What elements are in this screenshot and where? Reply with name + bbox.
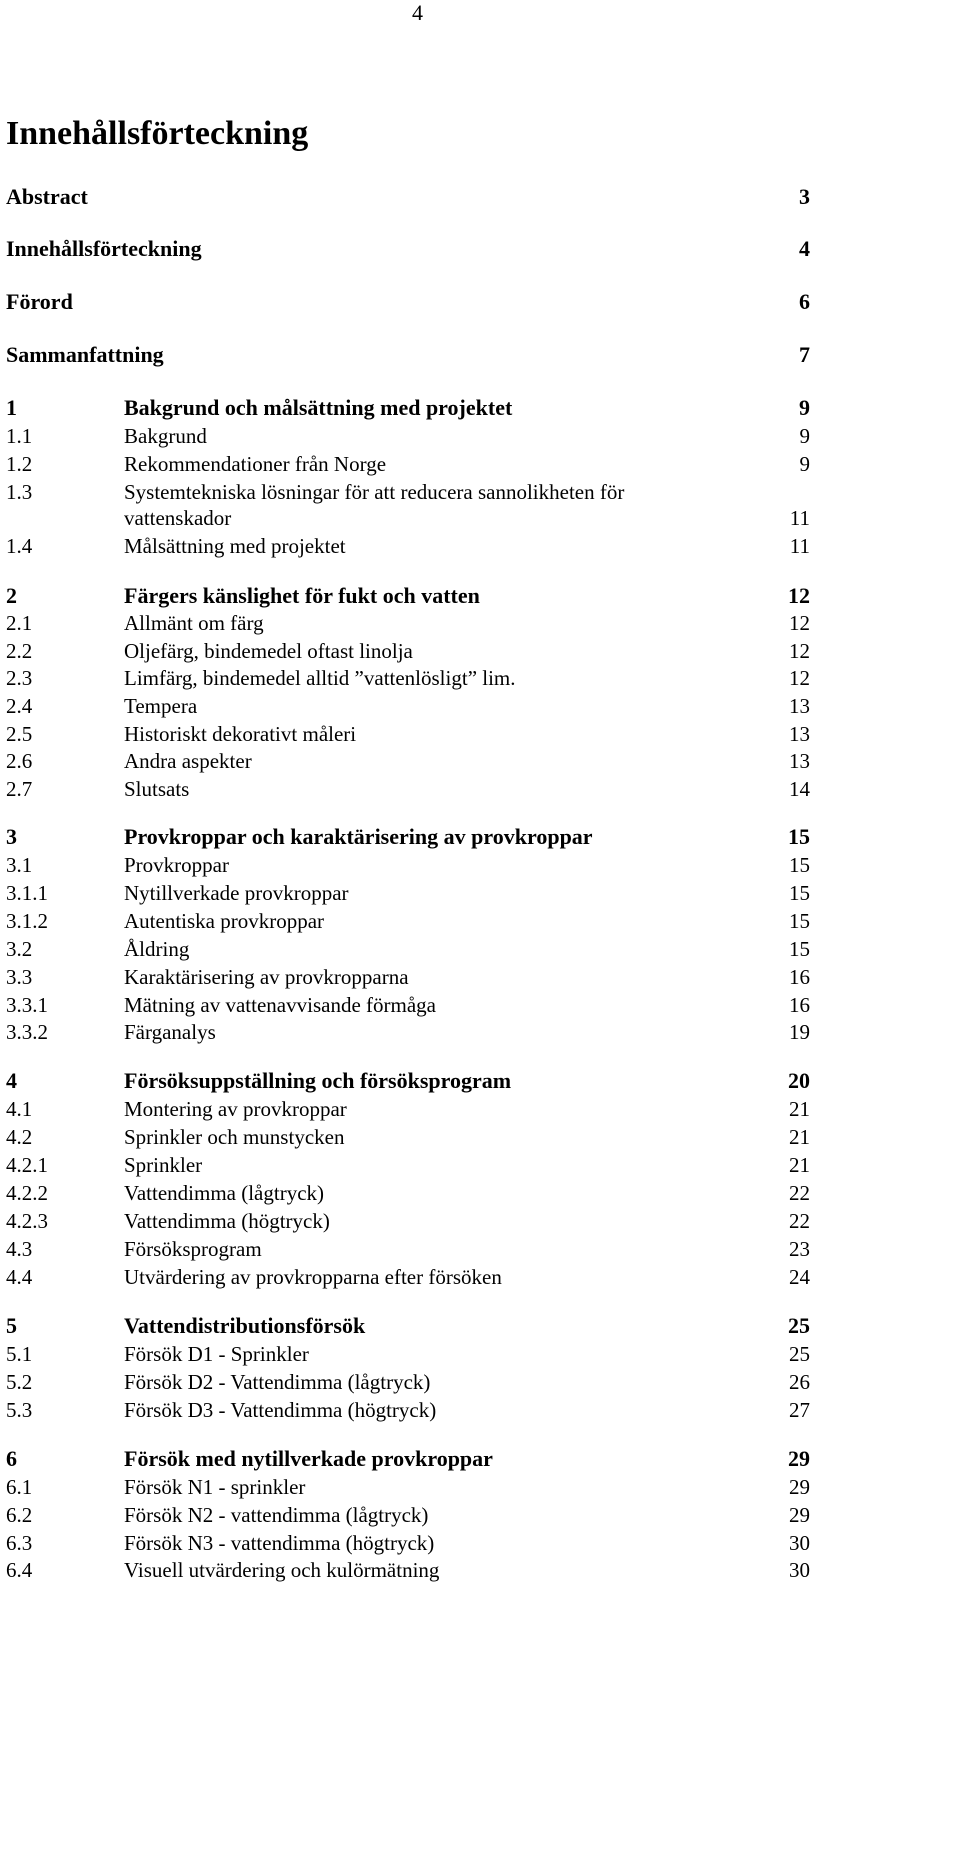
toc-entry-page: 23 <box>789 1237 810 1261</box>
toc-entry-page: 16 <box>789 993 810 1017</box>
toc-entry-text: Utvärdering av provkropparna efter försöken <box>124 1265 502 1289</box>
toc-entry-text: Mätning av vattenavvisande förmåga <box>124 993 436 1017</box>
toc-entry-number: 2.4 <box>6 694 33 718</box>
toc-entry-page: 21 <box>789 1153 810 1177</box>
toc-entry-number: 4 <box>6 1068 17 1093</box>
toc-entry-number: 3.3.1 <box>6 993 48 1017</box>
toc-entry-number: 4.2.3 <box>6 1209 48 1233</box>
toc-entry <box>0 1445 960 1473</box>
toc-entry-text: Autentiska provkroppar <box>124 909 325 933</box>
toc-entry <box>0 963 960 991</box>
toc-entry-text: Abstract <box>6 184 88 209</box>
toc-entry <box>0 183 960 211</box>
toc-entry-number: 2.2 <box>6 639 33 663</box>
toc-entry <box>0 1123 960 1151</box>
toc-entry-number: 4.2 <box>6 1125 33 1149</box>
toc-entry-text: Sprinkler <box>124 1153 203 1177</box>
toc-entry <box>0 341 960 369</box>
toc-entry-number: 3.2 <box>6 937 33 961</box>
toc-entry-text: Färganalys <box>124 1020 216 1044</box>
toc-entry-text: Färgers känslighet för fukt och vatten <box>124 583 480 608</box>
toc-entry-text: Innehållsförteckning <box>6 236 202 261</box>
toc-entry-number: 6.1 <box>6 1475 33 1499</box>
toc-entry <box>0 1396 960 1424</box>
toc-entry <box>0 1151 960 1179</box>
toc-entry <box>0 775 960 803</box>
toc-entry-text: Limfärg, bindemedel alltid ”vattenlösligt” lim. <box>124 666 516 690</box>
toc-entry-text: Förord <box>6 289 73 314</box>
toc-entry-page: 29 <box>789 1503 810 1527</box>
toc-entry-text: Tempera <box>124 694 198 718</box>
toc-entry <box>0 1263 960 1291</box>
toc-entry-text: Rekommendationer från Norge <box>124 452 387 476</box>
toc-entry <box>0 907 960 935</box>
toc-entry-text: Vattendimma (lågtryck) <box>124 1181 325 1205</box>
toc-entry-page: 29 <box>788 1446 810 1471</box>
toc-entry-text: Försök N2 - vattendimma (lågtryck) <box>124 1503 429 1527</box>
toc-entry-page: 11 <box>789 506 810 530</box>
toc-entry <box>0 851 960 879</box>
toc-entry-text: Sammanfattning <box>6 342 164 367</box>
toc-title: Innehållsförteckning <box>6 115 309 152</box>
toc-entry-text: Försök med nytillverkade provkroppar <box>124 1446 493 1471</box>
toc-entry-number: 2.3 <box>6 666 33 690</box>
toc-entry <box>0 664 960 692</box>
toc-entry-number: 2.1 <box>6 611 33 635</box>
toc-entry-page: 30 <box>789 1531 810 1555</box>
toc-entry-number: 2.6 <box>6 749 33 773</box>
page-number: 4 <box>412 0 423 25</box>
toc-entry-page: 21 <box>789 1125 810 1149</box>
toc-entry-text: Bakgrund <box>124 424 207 448</box>
toc-entry-page: 25 <box>789 1342 810 1366</box>
toc-entry-page: 27 <box>789 1398 810 1422</box>
toc-entry-number: 5.2 <box>6 1370 33 1394</box>
toc-entry-text: Karaktärisering av provkropparna <box>124 965 409 989</box>
toc-entry-number: 1.2 <box>6 452 33 476</box>
toc-entry-text: Systemtekniska lösningar för att reducera sannolikheten för <box>124 480 625 504</box>
toc-entry-number: 3.3.2 <box>6 1020 48 1044</box>
toc-entry-page: 21 <box>789 1097 810 1121</box>
toc-entry <box>0 1095 960 1123</box>
toc-entry-page: 22 <box>789 1181 810 1205</box>
toc-entry-page: 9 <box>799 424 810 448</box>
toc-entry-page: 14 <box>789 777 810 801</box>
toc-entry <box>0 1207 960 1235</box>
toc-entry-text: Försök D3 - Vattendimma (högtryck) <box>124 1398 437 1422</box>
toc-entry-page: 29 <box>789 1475 810 1499</box>
toc-entry-page: 3 <box>799 184 810 209</box>
toc-entry-number: 4.4 <box>6 1265 33 1289</box>
toc-entry <box>0 1556 960 1584</box>
toc-entry-text: Försök D2 - Vattendimma (lågtryck) <box>124 1370 431 1394</box>
toc-entry-page: 13 <box>789 749 810 773</box>
toc-entry-number: 1.4 <box>6 534 33 558</box>
toc-entry-page: 13 <box>789 694 810 718</box>
toc-entry <box>0 823 960 851</box>
toc-entry <box>0 609 960 637</box>
toc-entry <box>0 394 960 422</box>
toc-entry <box>0 1473 960 1501</box>
toc-entry-page: 12 <box>788 583 810 608</box>
toc-entry-number: 3 <box>6 824 17 849</box>
toc-entry <box>0 478 960 506</box>
toc-entry-number: 5.1 <box>6 1342 33 1366</box>
toc-entry-text: Sprinkler och munstycken <box>124 1125 345 1149</box>
toc-entry-number: 1.3 <box>6 480 33 504</box>
toc-entry <box>0 692 960 720</box>
toc-entry <box>0 1179 960 1207</box>
toc-entry-number: 5 <box>6 1313 17 1338</box>
toc-entry <box>0 235 960 263</box>
toc-entry-number: 4.2.2 <box>6 1181 48 1205</box>
toc-entry-number: 4.2.1 <box>6 1153 48 1177</box>
toc-entry-text: Oljefärg, bindemedel oftast linolja <box>124 639 413 663</box>
toc-entry-text: Historiskt dekorativt måleri <box>124 722 357 746</box>
toc-entry-page: 26 <box>789 1370 810 1394</box>
toc-entry-text: Försök D1 - Sprinkler <box>124 1342 309 1366</box>
toc-entry <box>0 1067 960 1095</box>
toc-entry-page: 20 <box>788 1068 810 1093</box>
toc-entry-page: 7 <box>799 342 810 367</box>
toc-entry-text: Provkroppar och karaktärisering av provkroppar <box>124 824 593 849</box>
toc-entry-page: 24 <box>789 1265 810 1289</box>
toc-entry-page: 12 <box>789 639 810 663</box>
toc-entry-page: 6 <box>799 289 810 314</box>
toc-entry <box>0 288 960 316</box>
toc-entry-number: 1 <box>6 395 17 420</box>
toc-entry <box>0 747 960 775</box>
toc-entry-number: 4.3 <box>6 1237 33 1261</box>
toc-entry-text: Försöksprogram <box>124 1237 262 1261</box>
toc-entry <box>0 1501 960 1529</box>
toc-entry-text: Vattendimma (högtryck) <box>124 1209 330 1233</box>
toc-entry-number: 6.4 <box>6 1558 33 1582</box>
toc-entry-page: 9 <box>799 395 810 420</box>
toc-entry <box>0 935 960 963</box>
toc-entry-text: Visuell utvärdering och kulörmätning <box>124 1558 440 1582</box>
toc-entry-page: 4 <box>799 236 810 261</box>
toc-entry <box>0 720 960 748</box>
toc-entry-page: 16 <box>789 965 810 989</box>
toc-entry-page: 15 <box>788 824 810 849</box>
toc-entry-text: Målsättning med projektet <box>124 534 346 558</box>
toc-entry <box>0 991 960 1019</box>
toc-entry-text: Slutsats <box>124 777 190 801</box>
toc-entry-page: 25 <box>788 1313 810 1338</box>
toc-entry <box>0 1312 960 1340</box>
toc-entry-text: Bakgrund och målsättning med projektet <box>124 395 513 420</box>
toc-entry-number: 6 <box>6 1446 17 1471</box>
toc-entry-number: 4.1 <box>6 1097 33 1121</box>
toc-entry-number: 3.1 <box>6 853 33 877</box>
toc-entry-number: 3.1.2 <box>6 909 48 933</box>
toc-entry-number: 2.5 <box>6 722 33 746</box>
toc-entry-text: Provkroppar <box>124 853 229 877</box>
toc-entry <box>0 422 960 450</box>
toc-entry <box>0 504 960 532</box>
toc-entry-page: 9 <box>799 452 810 476</box>
toc-entry <box>0 1529 960 1557</box>
toc-entry-page: 13 <box>789 722 810 746</box>
toc-entry <box>0 879 960 907</box>
toc-entry-number: 3.1.1 <box>6 881 48 905</box>
toc-entry <box>0 582 960 610</box>
toc-entry-number: 6.3 <box>6 1531 33 1555</box>
toc-entry-text: vattenskador <box>124 506 232 530</box>
toc-entry <box>0 1340 960 1368</box>
toc-entry-text: Allmänt om färg <box>124 611 264 635</box>
toc-entry-text: Försök N3 - vattendimma (högtryck) <box>124 1531 435 1555</box>
toc-entry-text: Försök N1 - sprinkler <box>124 1475 306 1499</box>
toc-entry-text: Åldring <box>124 937 190 961</box>
toc-entry <box>0 532 960 560</box>
toc-entry-number: 5.3 <box>6 1398 33 1422</box>
toc-entry-page: 15 <box>789 881 810 905</box>
toc-entry-number: 2 <box>6 583 17 608</box>
toc-entry-page: 15 <box>789 909 810 933</box>
toc-entry-number: 1.1 <box>6 424 33 448</box>
toc-entry-page: 15 <box>789 937 810 961</box>
toc-entry-text: Andra aspekter <box>124 749 252 773</box>
toc-entry-page: 15 <box>789 853 810 877</box>
toc-entry-text: Montering av provkroppar <box>124 1097 347 1121</box>
toc-entry-page: 11 <box>789 534 810 558</box>
toc-entry-number: 3.3 <box>6 965 33 989</box>
toc-entry-text: Vattendistributionsförsök <box>124 1313 366 1338</box>
toc-entry <box>0 1235 960 1263</box>
toc-entry-number: 2.7 <box>6 777 33 801</box>
toc-entry-page: 22 <box>789 1209 810 1233</box>
toc-entry-text: Nytillverkade provkroppar <box>124 881 349 905</box>
toc-entry-page: 19 <box>789 1020 810 1044</box>
toc-entry-page: 12 <box>789 611 810 635</box>
toc-entry-number: 6.2 <box>6 1503 33 1527</box>
toc-entry <box>0 1368 960 1396</box>
toc-entry <box>0 637 960 665</box>
toc-entry <box>0 1018 960 1046</box>
toc-entry <box>0 450 960 478</box>
toc-entry-page: 30 <box>789 1558 810 1582</box>
toc-entry-page: 12 <box>789 666 810 690</box>
toc-entry-text: Försöksuppställning och försöksprogram <box>124 1068 512 1093</box>
